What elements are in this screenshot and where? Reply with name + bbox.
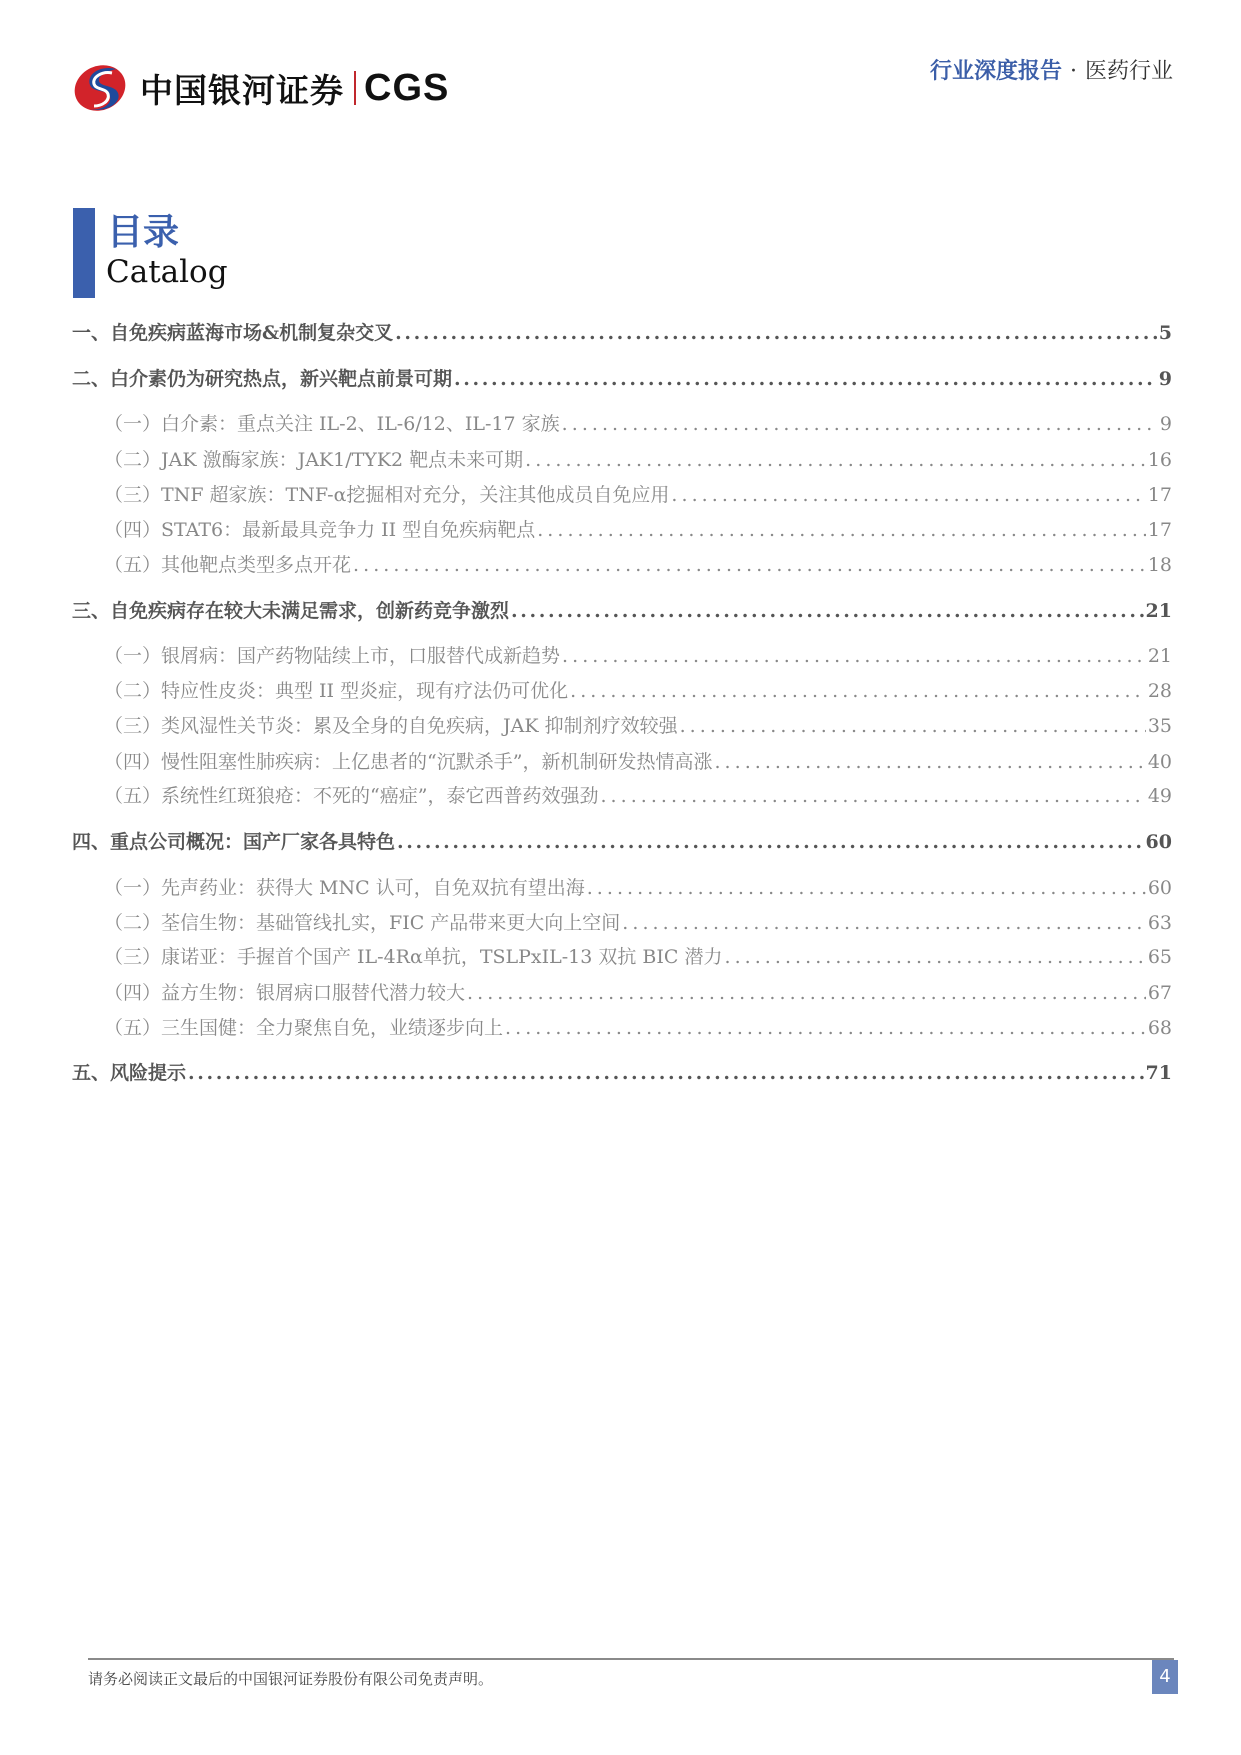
toc-entry-page[interactable]: 67 [1147, 982, 1172, 1004]
toc-dot-leader [537, 519, 1146, 541]
toc-entry-page[interactable]: 28 [1147, 680, 1172, 702]
toc-entry-page[interactable]: 9 [1158, 368, 1172, 390]
toc-dot-leader [714, 751, 1145, 773]
toc-dot-leader [622, 912, 1146, 934]
report-separator: · [1069, 59, 1077, 84]
footer-disclaimer: 请务必阅读正文最后的中国银河证券股份有限公司免责声明。 [88, 1670, 494, 1688]
toc-entry[interactable] [72, 318, 1172, 345]
toc-entry-page[interactable]: 60 [1145, 831, 1172, 853]
toc-dot-leader [397, 831, 1144, 853]
toc-entry-number: （二） [104, 680, 162, 702]
toc-entry-number: 五、 [72, 1062, 111, 1084]
toc-dot-leader [587, 877, 1146, 899]
toc-entry[interactable] [72, 1013, 1172, 1040]
toc-entry[interactable] [72, 676, 1172, 703]
toc-entry-page[interactable]: 68 [1147, 1017, 1172, 1039]
toc-dot-leader [600, 785, 1145, 807]
toc-entry-number: 一、 [72, 322, 111, 344]
toc-entry-number: 二、 [72, 368, 111, 390]
toc-dot-leader [570, 680, 1146, 702]
toc-entry-number: （五） [104, 554, 162, 576]
toc-entry-title[interactable]: 类风湿性关节炎：累及全身的自免疾病，JAK 抑制剂疗效较强 [161, 715, 678, 737]
toc-dot-leader [724, 946, 1145, 968]
toc-entry-title[interactable]: 自免疾病存在较大未满足需求，创新药竞争激烈 [110, 600, 510, 622]
toc-entry-title[interactable]: 荃信生物：基础管线扎实，FIC 产品带来更大向上空间 [161, 912, 621, 934]
toc-entry-title[interactable]: 白介素仍为研究热点，新兴靶点前景可期 [110, 368, 453, 390]
toc-entry-title[interactable]: 风险提示 [110, 1062, 187, 1084]
page-title-en: Catalog [106, 254, 228, 290]
toc-entry[interactable] [72, 515, 1172, 542]
toc-dot-leader [562, 645, 1146, 667]
page-title-cn: 目录 [107, 211, 180, 253]
toc-entry-number: （四） [104, 519, 162, 541]
page-number: 4 [1152, 1660, 1178, 1694]
toc-entry-title[interactable]: 康诺亚：手握首个国产 IL-4Rα单抗，TSLPxIL-13 双抗 BIC 潜力 [161, 946, 723, 968]
toc-entry[interactable] [72, 908, 1172, 935]
toc-entry[interactable] [72, 827, 1172, 854]
toc-dot-leader [395, 322, 1157, 344]
toc-entry[interactable] [72, 641, 1172, 668]
toc-entry[interactable] [72, 873, 1172, 900]
toc-entry-number: （二） [104, 912, 162, 934]
toc-entry-title[interactable]: 重点公司概况：国产厂家各具特色 [110, 831, 396, 853]
page-header [0, 0, 1241, 130]
toc-entry-title[interactable]: TNF 超家族：TNF-α挖掘相对充分，关注其他成员自免应用 [161, 484, 670, 506]
toc-entry[interactable] [72, 550, 1172, 577]
toc-dot-leader [671, 484, 1145, 506]
toc-entry-page[interactable]: 71 [1145, 1062, 1172, 1084]
toc-entry-number: （一） [104, 645, 162, 667]
toc-entry-title[interactable]: 银屑病：国产药物陆续上市，口服替代成新趋势 [161, 645, 561, 667]
report-type [930, 54, 1173, 85]
report-kind: 行业深度报告 [929, 58, 1062, 84]
cgs-logo [72, 62, 449, 114]
toc-entry[interactable] [72, 747, 1172, 774]
toc-entry-page[interactable]: 17 [1147, 519, 1172, 541]
toc-entry-number: 四、 [72, 831, 111, 853]
toc-entry[interactable] [72, 978, 1172, 1005]
toc-entry-page[interactable]: 35 [1147, 715, 1172, 737]
toc-entry-number: （一） [104, 413, 162, 435]
toc-entry-title[interactable]: 其他靶点类型多点开花 [161, 554, 352, 576]
toc-entry-title[interactable]: 益方生物：银屑病口服替代潜力较大 [161, 982, 466, 1004]
cgs-logo-icon [72, 63, 128, 113]
toc-entry[interactable] [72, 596, 1172, 623]
toc-entry-number: （五） [104, 785, 162, 807]
toc-dot-leader [562, 413, 1158, 435]
toc-entry-page[interactable]: 9 [1159, 413, 1172, 435]
toc-entry-title[interactable]: 慢性阻塞性肺疾病：上亿患者的“沉默杀手”，新机制研发热情高涨 [161, 751, 713, 773]
toc-entry-title[interactable]: JAK 激酶家族：JAK1/TYK2 靶点未来可期 [161, 449, 524, 471]
toc-entry-number: （五） [104, 1017, 162, 1039]
toc-entry-page[interactable]: 49 [1147, 785, 1172, 807]
toc-dot-leader [454, 368, 1157, 390]
toc-dot-leader [467, 982, 1146, 1004]
toc-dot-leader [505, 1017, 1146, 1039]
toc-entry-number: （一） [104, 877, 162, 899]
toc-dot-leader [511, 600, 1144, 622]
toc-entry-page[interactable]: 18 [1147, 554, 1172, 576]
toc-entry-number: （三） [104, 715, 162, 737]
toc-entry-title[interactable]: 先声药业：获得大 MNC 认可，自免双抗有望出海 [161, 877, 585, 899]
toc-dot-leader [525, 449, 1146, 471]
toc-entry-title[interactable]: 三生国健：全力聚焦自免，业绩逐步向上 [161, 1017, 504, 1039]
toc-entry-number: （三） [104, 484, 162, 506]
toc-entry[interactable] [72, 1058, 1172, 1085]
toc-entry-title[interactable]: 白介素：重点关注 IL-2、IL-6/12、IL-17 家族 [161, 413, 560, 435]
toc-entry-number: （四） [104, 982, 162, 1004]
toc-entry-page[interactable]: 65 [1147, 946, 1172, 968]
toc-entry-page[interactable]: 60 [1147, 877, 1172, 899]
toc-dot-leader [353, 554, 1146, 576]
toc-entry-page[interactable]: 63 [1147, 912, 1172, 934]
toc-entry-number: （四） [104, 751, 162, 773]
toc-entry-page[interactable]: 16 [1147, 449, 1172, 471]
toc-entry-page[interactable]: 5 [1158, 322, 1172, 344]
footer-divider [88, 1658, 1174, 1660]
toc-entry-number: （三） [104, 946, 162, 968]
report-industry: 医药行业 [1084, 59, 1173, 84]
brand-name-en: CGS [364, 66, 450, 109]
toc-entry-number: （二） [104, 449, 162, 471]
toc-entry[interactable] [72, 409, 1172, 436]
toc-dot-leader [188, 1062, 1144, 1084]
toc-entry[interactable] [72, 781, 1172, 808]
title-accent-bar [73, 208, 95, 298]
toc-entry-title[interactable]: 系统性红斑狼疮：不死的“癌症”，泰它西普药效强劲 [161, 785, 599, 807]
toc-entry-title[interactable]: 自免疾病蓝海市场&机制复杂交叉 [110, 322, 394, 344]
brand-separator [354, 71, 356, 105]
toc-entry[interactable] [72, 711, 1172, 738]
brand-name-cn: 中国银河证券 [140, 70, 344, 110]
toc-entry[interactable] [72, 445, 1172, 472]
toc-entry[interactable] [72, 364, 1172, 391]
toc-entry-title[interactable]: 特应性皮炎：典型 II 型炎症，现有疗法仍可优化 [161, 680, 569, 702]
toc-entry-page[interactable]: 21 [1145, 600, 1172, 622]
toc-entry-page[interactable]: 21 [1147, 645, 1172, 667]
toc-dot-leader [680, 715, 1146, 737]
toc-entry-page[interactable]: 17 [1147, 484, 1172, 506]
toc-entry-number: 三、 [72, 600, 111, 622]
toc-entry-title[interactable]: STAT6：最新最具竞争力 II 型自免疾病靶点 [161, 519, 536, 541]
toc-entry[interactable] [72, 480, 1172, 507]
toc-entry[interactable] [72, 942, 1172, 969]
toc-entry-page[interactable]: 40 [1147, 751, 1172, 773]
